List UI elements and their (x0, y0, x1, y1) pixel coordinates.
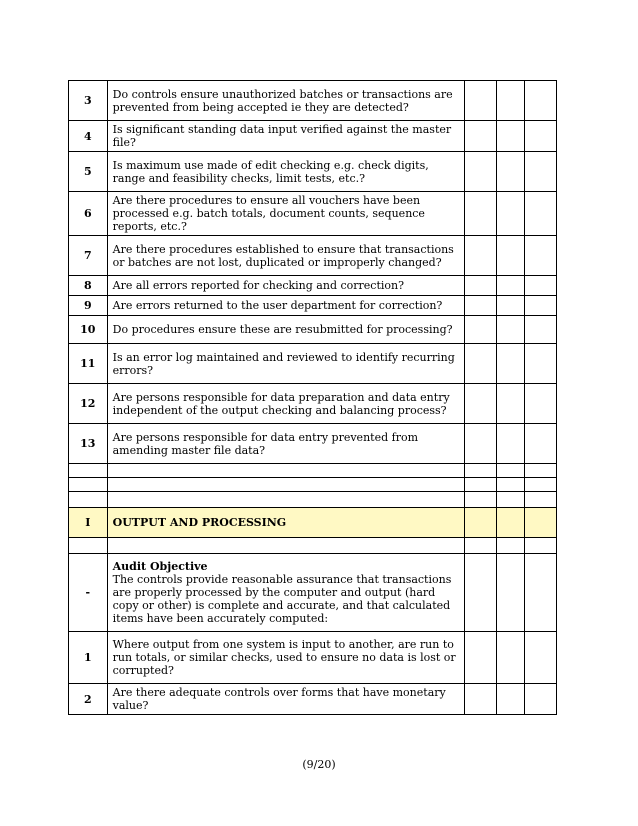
check-cell-2[interactable] (497, 424, 525, 464)
check-cell-1[interactable] (465, 316, 497, 344)
check-cell-1[interactable] (465, 344, 497, 384)
item-number: 7 (69, 236, 108, 276)
item-number: 2 (69, 684, 108, 715)
item-number (69, 538, 108, 554)
table-row (69, 81, 557, 121)
check-cell-2[interactable] (497, 554, 525, 632)
check-cell-3[interactable] (525, 236, 557, 276)
audit-checklist-table (68, 80, 557, 715)
check-cell-3[interactable] (525, 296, 557, 316)
audit-objective-row (69, 554, 557, 632)
item-question: Are there adequate controls over forms that have monetary value? (107, 684, 465, 715)
item-number: 9 (69, 296, 108, 316)
check-cell-2[interactable] (497, 276, 525, 296)
item-question: Do controls ensure unauthorized batches or transactions are prevented from being accepted ie they are detected? (107, 81, 465, 121)
check-cell-2[interactable] (497, 492, 525, 508)
check-cell-2[interactable] (497, 384, 525, 424)
check-cell-3[interactable] (525, 192, 557, 236)
check-cell-2[interactable] (497, 316, 525, 344)
item-question (107, 478, 465, 492)
check-cell-3[interactable] (525, 508, 557, 538)
item-question (107, 464, 465, 478)
check-cell-2[interactable] (497, 81, 525, 121)
check-cell-1[interactable] (465, 464, 497, 478)
item-question: Are errors returned to the user department for correction? (107, 296, 465, 316)
check-cell-3[interactable] (525, 276, 557, 296)
item-question: Are there procedures established to ensure that transactions or batches are not lost, duplicated or improperly changed? (107, 236, 465, 276)
check-cell-1[interactable] (465, 236, 497, 276)
table-row (69, 152, 557, 192)
check-cell-3[interactable] (525, 464, 557, 478)
check-cell-2[interactable] (497, 508, 525, 538)
check-cell-1[interactable] (465, 632, 497, 684)
check-cell-2[interactable] (497, 192, 525, 236)
item-number: 1 (69, 632, 108, 684)
check-cell-1[interactable] (465, 296, 497, 316)
check-cell-1[interactable] (465, 384, 497, 424)
check-cell-1[interactable] (465, 424, 497, 464)
item-number: 3 (69, 81, 108, 121)
check-cell-3[interactable] (525, 121, 557, 152)
item-number: 5 (69, 152, 108, 192)
table-row (69, 121, 557, 152)
check-cell-2[interactable] (497, 296, 525, 316)
item-number: 13 (69, 424, 108, 464)
check-cell-3[interactable] (525, 424, 557, 464)
check-cell-2[interactable] (497, 478, 525, 492)
item-number: 6 (69, 192, 108, 236)
checklist-body (69, 81, 557, 715)
table-row (69, 632, 557, 684)
check-cell-2[interactable] (497, 344, 525, 384)
item-number (69, 464, 108, 478)
audit-objective-heading: Audit Objective (112, 560, 208, 573)
table-row (69, 296, 557, 316)
item-number: 4 (69, 121, 108, 152)
item-question: Do procedures ensure these are resubmitted for processing? (107, 316, 465, 344)
check-cell-2[interactable] (497, 236, 525, 276)
item-number (69, 492, 108, 508)
audit-objective-text: The controls provide reasonable assurance that transactions are properly processed by the computer and output (hard copy or other) is complete and accurate, and that calculated items have been accurately computed: (112, 573, 452, 625)
audit-objective (107, 554, 465, 632)
check-cell-3[interactable] (525, 538, 557, 554)
check-cell-1[interactable] (465, 478, 497, 492)
check-cell-3[interactable] (525, 684, 557, 715)
check-cell-1[interactable] (465, 121, 497, 152)
check-cell-2[interactable] (497, 464, 525, 478)
item-number: - (69, 554, 108, 632)
check-cell-2[interactable] (497, 632, 525, 684)
item-question: Are persons responsible for data preparation and data entry independent of the output checking and balancing process? (107, 384, 465, 424)
table-row (69, 424, 557, 464)
section-header-row (69, 508, 557, 538)
page-number: (9/20) (302, 758, 336, 771)
table-row (69, 384, 557, 424)
item-question: Is significant standing data input verified against the master file? (107, 121, 465, 152)
check-cell-3[interactable] (525, 632, 557, 684)
item-number (69, 478, 108, 492)
check-cell-3[interactable] (525, 384, 557, 424)
check-cell-1[interactable] (465, 684, 497, 715)
table-row (69, 478, 557, 492)
check-cell-1[interactable] (465, 81, 497, 121)
table-row (69, 684, 557, 715)
check-cell-1[interactable] (465, 538, 497, 554)
check-cell-3[interactable] (525, 554, 557, 632)
check-cell-1[interactable] (465, 192, 497, 236)
check-cell-1[interactable] (465, 554, 497, 632)
table-row (69, 538, 557, 554)
check-cell-3[interactable] (525, 316, 557, 344)
check-cell-2[interactable] (497, 538, 525, 554)
section-title: OUTPUT AND PROCESSING (107, 508, 465, 538)
item-number: 11 (69, 344, 108, 384)
check-cell-2[interactable] (497, 152, 525, 192)
check-cell-3[interactable] (525, 478, 557, 492)
check-cell-1[interactable] (465, 276, 497, 296)
check-cell-2[interactable] (497, 121, 525, 152)
check-cell-3[interactable] (525, 81, 557, 121)
check-cell-1[interactable] (465, 492, 497, 508)
item-number: 8 (69, 276, 108, 296)
item-question: Are all errors reported for checking and correction? (107, 276, 465, 296)
check-cell-2[interactable] (497, 684, 525, 715)
item-number: I (69, 508, 108, 538)
item-question (107, 492, 465, 508)
table-row (69, 344, 557, 384)
table-row (69, 276, 557, 296)
table-row (69, 316, 557, 344)
item-question: Is an error log maintained and reviewed to identify recurring errors? (107, 344, 465, 384)
item-number: 12 (69, 384, 108, 424)
table-row (69, 236, 557, 276)
item-question: Are persons responsible for data entry prevented from amending master file data? (107, 424, 465, 464)
item-question (107, 538, 465, 554)
check-cell-3[interactable] (525, 152, 557, 192)
item-number: 10 (69, 316, 108, 344)
item-question: Is maximum use made of edit checking e.g. check digits, range and feasibility checks, limit tests, etc.? (107, 152, 465, 192)
check-cell-1[interactable] (465, 508, 497, 538)
check-cell-3[interactable] (525, 344, 557, 384)
item-question: Where output from one system is input to another, are run to run totals, or similar checks, used to ensure no data is lost or corrupted? (107, 632, 465, 684)
check-cell-3[interactable] (525, 492, 557, 508)
table-row (69, 492, 557, 508)
table-row (69, 192, 557, 236)
table-row (69, 464, 557, 478)
item-question: Are there procedures to ensure all vouchers have been processed e.g. batch totals, document counts, sequence reports, etc.? (107, 192, 465, 236)
check-cell-1[interactable] (465, 152, 497, 192)
